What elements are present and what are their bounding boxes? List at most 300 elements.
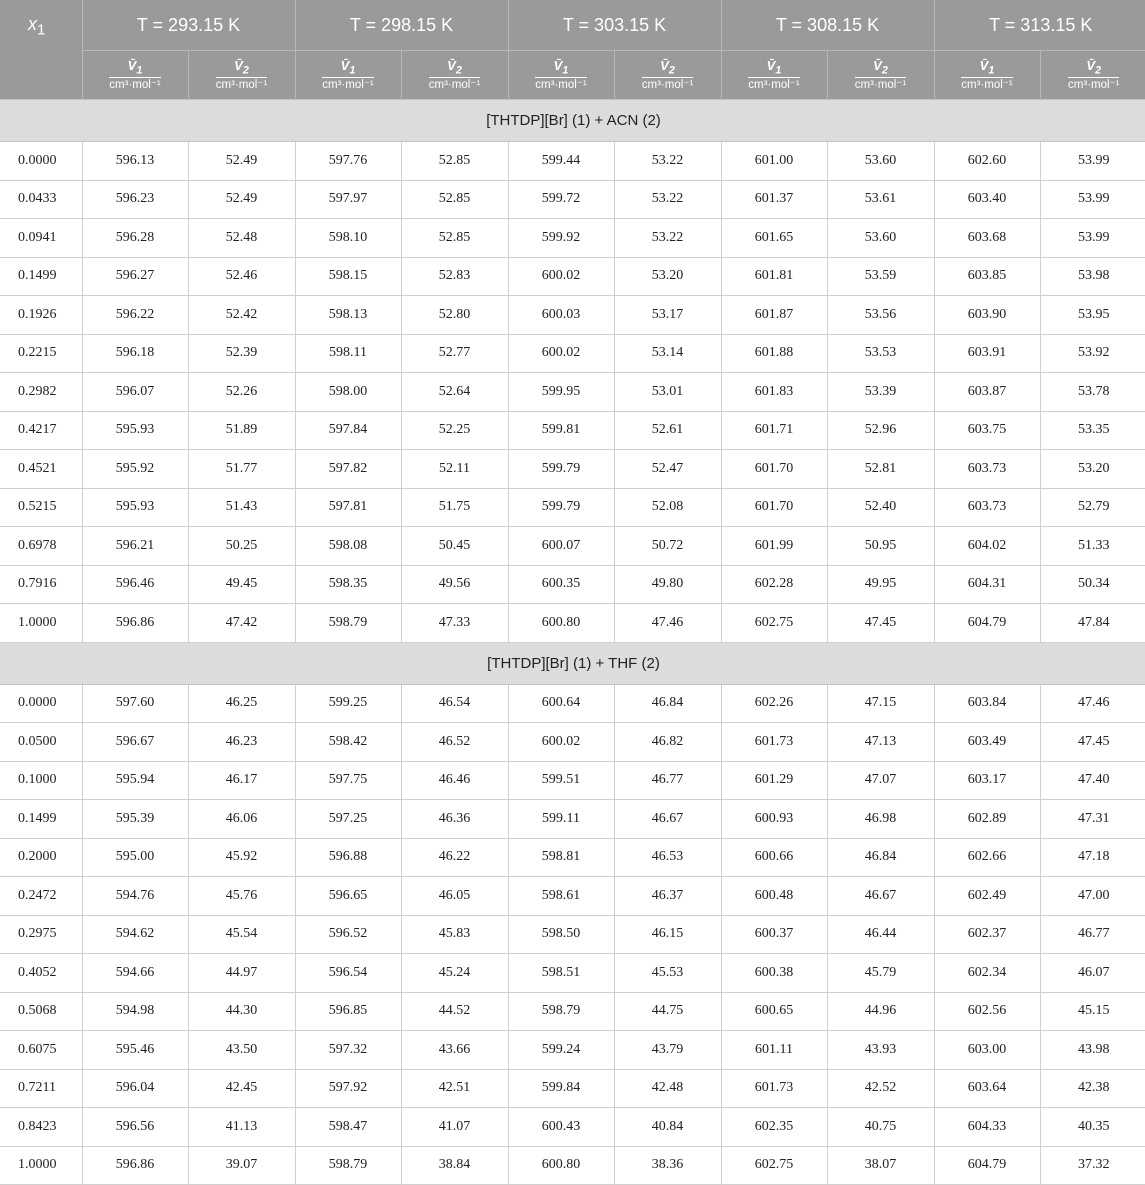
value-cell: 603.84	[934, 684, 1040, 723]
fraction-denominator: cm³·mol⁻¹	[109, 78, 161, 91]
value-cell: 53.99	[1040, 219, 1145, 258]
table-row	[0, 411, 1145, 450]
value-cell: 599.81	[508, 411, 614, 450]
value-cell: 602.28	[721, 565, 827, 604]
value-cell: 597.76	[295, 142, 401, 181]
value-cell: 39.07	[188, 1146, 295, 1185]
value-cell: 602.75	[721, 604, 827, 643]
value-cell: 599.51	[508, 761, 614, 800]
value-cell: 53.92	[1040, 334, 1145, 373]
value-cell: 603.17	[934, 761, 1040, 800]
value-cell: 598.47	[295, 1108, 401, 1147]
fraction-denominator: cm³·mol⁻¹	[535, 78, 587, 91]
value-cell: 40.75	[827, 1108, 934, 1147]
value-cell: 596.52	[295, 915, 401, 954]
value-cell: 52.80	[401, 296, 508, 335]
value-cell: 49.56	[401, 565, 508, 604]
value-cell: 595.39	[82, 800, 188, 839]
value-cell: 40.35	[1040, 1108, 1145, 1147]
fraction-denominator: cm³·mol⁻¹	[428, 78, 481, 91]
value-cell: 595.92	[82, 450, 188, 489]
value-cell: 47.40	[1040, 761, 1145, 800]
value-cell: 42.38	[1040, 1069, 1145, 1108]
value-cell: 601.71	[721, 411, 827, 450]
table-row	[0, 142, 1145, 181]
fraction-denominator: cm³·mol⁻¹	[322, 78, 374, 91]
value-cell: 603.91	[934, 334, 1040, 373]
value-cell: 602.35	[721, 1108, 827, 1147]
mole-fraction-cell: 0.0000	[0, 142, 82, 181]
value-cell: 602.89	[934, 800, 1040, 839]
table-row	[0, 373, 1145, 412]
mole-fraction-cell: 0.0433	[0, 180, 82, 219]
value-cell: 602.49	[934, 877, 1040, 916]
v1-unit-header	[721, 51, 827, 100]
value-cell: 596.18	[82, 334, 188, 373]
value-cell: 46.37	[614, 877, 721, 916]
value-cell: 597.32	[295, 1031, 401, 1070]
value-cell: 595.94	[82, 761, 188, 800]
unit-fraction	[961, 59, 1012, 92]
value-cell: 602.34	[934, 954, 1040, 993]
v2-unit-header	[401, 51, 508, 100]
value-cell: 53.98	[1040, 257, 1145, 296]
value-cell: 602.56	[934, 992, 1040, 1031]
value-cell: 598.13	[295, 296, 401, 335]
value-cell: 598.15	[295, 257, 401, 296]
header-row-units	[0, 51, 1145, 100]
value-cell: 51.89	[188, 411, 295, 450]
value-cell: 597.92	[295, 1069, 401, 1108]
value-cell: 52.48	[188, 219, 295, 258]
fraction-denominator: cm³·mol⁻¹	[961, 78, 1013, 91]
value-cell: 46.53	[614, 838, 721, 877]
table-row	[0, 334, 1145, 373]
fraction-numerator: $V̄_1$	[109, 59, 160, 78]
value-cell: 44.52	[401, 992, 508, 1031]
value-cell: 46.84	[614, 684, 721, 723]
value-cell: 51.77	[188, 450, 295, 489]
value-cell: 52.26	[188, 373, 295, 412]
value-cell: 47.15	[827, 684, 934, 723]
value-cell: 599.95	[508, 373, 614, 412]
value-cell: 596.67	[82, 723, 188, 762]
value-cell: 599.79	[508, 488, 614, 527]
value-cell: 600.02	[508, 334, 614, 373]
value-cell: 50.45	[401, 527, 508, 566]
value-cell: 47.31	[1040, 800, 1145, 839]
value-cell: 50.72	[614, 527, 721, 566]
value-cell: 42.52	[827, 1069, 934, 1108]
value-cell: 603.75	[934, 411, 1040, 450]
unit-fraction	[748, 59, 799, 92]
fraction-numerator: $V̄_2$	[429, 59, 480, 78]
mole-fraction-cell: 0.7211	[0, 1069, 82, 1108]
value-cell: 601.29	[721, 761, 827, 800]
v1-unit-header	[934, 51, 1040, 100]
value-cell: 600.38	[721, 954, 827, 993]
value-cell: 51.43	[188, 488, 295, 527]
v2-unit-header	[614, 51, 721, 100]
value-cell: 50.25	[188, 527, 295, 566]
unit-fraction	[855, 59, 906, 92]
value-cell: 45.54	[188, 915, 295, 954]
v2-unit-header	[1040, 51, 1145, 100]
mole-fraction-cell: 0.6075	[0, 1031, 82, 1070]
value-cell: 602.75	[721, 1146, 827, 1185]
v2-unit-header	[827, 51, 934, 100]
value-cell: 603.49	[934, 723, 1040, 762]
temperature-header: T = 313.15 K	[934, 0, 1145, 51]
table-row	[0, 257, 1145, 296]
section-title: [THTDP][Br] (1) + ACN (2)	[0, 100, 1145, 142]
mole-fraction-cell: 0.5068	[0, 992, 82, 1031]
value-cell: 46.25	[188, 684, 295, 723]
fraction-numerator: $V̄_2$	[642, 59, 693, 78]
value-cell: 598.00	[295, 373, 401, 412]
value-cell: 45.53	[614, 954, 721, 993]
mole-fraction-cell: 0.4052	[0, 954, 82, 993]
header-row-temperatures	[0, 0, 1145, 51]
fraction-numerator: $V̄_2$	[216, 59, 267, 78]
value-cell: 598.42	[295, 723, 401, 762]
value-cell: 53.17	[614, 296, 721, 335]
value-cell: 602.26	[721, 684, 827, 723]
value-cell: 43.66	[401, 1031, 508, 1070]
value-cell: 49.45	[188, 565, 295, 604]
value-cell: 596.04	[82, 1069, 188, 1108]
value-cell: 601.73	[721, 1069, 827, 1108]
temperature-header: T = 293.15 K	[82, 0, 295, 51]
value-cell: 598.79	[508, 992, 614, 1031]
value-cell: 52.96	[827, 411, 934, 450]
value-cell: 595.93	[82, 411, 188, 450]
value-cell: 47.33	[401, 604, 508, 643]
value-cell: 604.02	[934, 527, 1040, 566]
value-cell: 53.60	[827, 142, 934, 181]
mole-fraction-cell: 0.1499	[0, 800, 82, 839]
value-cell: 596.86	[82, 604, 188, 643]
mole-fraction-cell: 0.2000	[0, 838, 82, 877]
section-title: [THTDP][Br] (1) + THF (2)	[0, 642, 1145, 684]
value-cell: 52.46	[188, 257, 295, 296]
value-cell: 600.35	[508, 565, 614, 604]
value-cell: 53.01	[614, 373, 721, 412]
value-cell: 38.36	[614, 1146, 721, 1185]
value-cell: 596.54	[295, 954, 401, 993]
value-cell: 42.48	[614, 1069, 721, 1108]
fraction-numerator: $V̄_1$	[535, 59, 586, 78]
value-cell: 600.80	[508, 1146, 614, 1185]
value-cell: 47.46	[1040, 684, 1145, 723]
value-cell: 53.35	[1040, 411, 1145, 450]
value-cell: 43.98	[1040, 1031, 1145, 1070]
value-cell: 601.99	[721, 527, 827, 566]
value-cell: 47.42	[188, 604, 295, 643]
fraction-denominator: cm³·mol⁻¹	[854, 78, 907, 91]
value-cell: 600.65	[721, 992, 827, 1031]
temperature-header: T = 298.15 K	[295, 0, 508, 51]
value-cell: 596.21	[82, 527, 188, 566]
table-row	[0, 488, 1145, 527]
value-cell: 43.79	[614, 1031, 721, 1070]
value-cell: 603.73	[934, 450, 1040, 489]
value-cell: 45.76	[188, 877, 295, 916]
value-cell: 41.07	[401, 1108, 508, 1147]
value-cell: 598.81	[508, 838, 614, 877]
value-cell: 53.59	[827, 257, 934, 296]
value-cell: 52.64	[401, 373, 508, 412]
value-cell: 53.78	[1040, 373, 1145, 412]
value-cell: 602.60	[934, 142, 1040, 181]
value-cell: 46.54	[401, 684, 508, 723]
value-cell: 597.81	[295, 488, 401, 527]
value-cell: 594.66	[82, 954, 188, 993]
value-cell: 46.84	[827, 838, 934, 877]
value-cell: 598.11	[295, 334, 401, 373]
value-cell: 603.40	[934, 180, 1040, 219]
value-cell: 47.13	[827, 723, 934, 762]
unit-fraction	[642, 59, 693, 92]
value-cell: 599.44	[508, 142, 614, 181]
value-cell: 51.33	[1040, 527, 1145, 566]
table-row	[0, 296, 1145, 335]
value-cell: 603.00	[934, 1031, 1040, 1070]
value-cell: 53.22	[614, 180, 721, 219]
value-cell: 46.77	[1040, 915, 1145, 954]
value-cell: 596.86	[82, 1146, 188, 1185]
value-cell: 597.75	[295, 761, 401, 800]
value-cell: 44.75	[614, 992, 721, 1031]
value-cell: 46.15	[614, 915, 721, 954]
fraction-numerator: $V̄_1$	[322, 59, 373, 78]
value-cell: 45.83	[401, 915, 508, 954]
value-cell: 47.45	[827, 604, 934, 643]
value-cell: 600.48	[721, 877, 827, 916]
table-row	[0, 604, 1145, 643]
table-row	[0, 838, 1145, 877]
value-cell: 596.07	[82, 373, 188, 412]
value-cell: 53.99	[1040, 142, 1145, 181]
value-cell: 600.80	[508, 604, 614, 643]
x1-column-header: $x_1$	[0, 0, 82, 100]
value-cell: 601.88	[721, 334, 827, 373]
value-cell: 594.76	[82, 877, 188, 916]
value-cell: 45.92	[188, 838, 295, 877]
mole-fraction-cell: 0.1499	[0, 257, 82, 296]
value-cell: 600.37	[721, 915, 827, 954]
value-cell: 603.64	[934, 1069, 1040, 1108]
value-cell: 44.97	[188, 954, 295, 993]
value-cell: 52.47	[614, 450, 721, 489]
value-cell: 52.85	[401, 180, 508, 219]
table-row	[0, 1069, 1145, 1108]
unit-fraction	[109, 59, 160, 92]
value-cell: 53.99	[1040, 180, 1145, 219]
value-cell: 52.40	[827, 488, 934, 527]
v2-unit-header	[188, 51, 295, 100]
value-cell: 47.00	[1040, 877, 1145, 916]
value-cell: 596.28	[82, 219, 188, 258]
value-cell: 53.14	[614, 334, 721, 373]
value-cell: 53.20	[1040, 450, 1145, 489]
value-cell: 600.93	[721, 800, 827, 839]
value-cell: 602.66	[934, 838, 1040, 877]
value-cell: 601.37	[721, 180, 827, 219]
value-cell: 49.80	[614, 565, 721, 604]
value-cell: 597.60	[82, 684, 188, 723]
value-cell: 52.42	[188, 296, 295, 335]
value-cell: 596.46	[82, 565, 188, 604]
value-cell: 603.90	[934, 296, 1040, 335]
value-cell: 600.07	[508, 527, 614, 566]
table-row	[0, 761, 1145, 800]
value-cell: 596.56	[82, 1108, 188, 1147]
value-cell: 45.79	[827, 954, 934, 993]
v1-unit-header	[508, 51, 614, 100]
value-cell: 598.61	[508, 877, 614, 916]
mole-fraction-cell: 0.4521	[0, 450, 82, 489]
mole-fraction-cell: 0.5215	[0, 488, 82, 527]
value-cell: 596.22	[82, 296, 188, 335]
table-row	[0, 565, 1145, 604]
value-cell: 52.25	[401, 411, 508, 450]
mole-fraction-cell: 0.1926	[0, 296, 82, 335]
value-cell: 46.46	[401, 761, 508, 800]
value-cell: 51.75	[401, 488, 508, 527]
value-cell: 44.30	[188, 992, 295, 1031]
value-cell: 46.17	[188, 761, 295, 800]
mole-fraction-cell: 0.1000	[0, 761, 82, 800]
value-cell: 599.11	[508, 800, 614, 839]
value-cell: 47.46	[614, 604, 721, 643]
value-cell: 600.64	[508, 684, 614, 723]
section-header-row	[0, 100, 1145, 142]
table-row	[0, 992, 1145, 1031]
value-cell: 596.23	[82, 180, 188, 219]
value-cell: 38.84	[401, 1146, 508, 1185]
value-cell: 595.00	[82, 838, 188, 877]
value-cell: 52.85	[401, 142, 508, 181]
mole-fraction-cell: 0.4217	[0, 411, 82, 450]
v1-unit-header	[295, 51, 401, 100]
value-cell: 46.67	[827, 877, 934, 916]
value-cell: 46.23	[188, 723, 295, 762]
value-cell: 44.96	[827, 992, 934, 1031]
value-cell: 52.11	[401, 450, 508, 489]
table-row	[0, 1108, 1145, 1147]
fraction-numerator: $V̄_2$	[1068, 59, 1119, 78]
temperature-header: T = 303.15 K	[508, 0, 721, 51]
value-cell: 53.53	[827, 334, 934, 373]
value-cell: 603.85	[934, 257, 1040, 296]
value-cell: 604.31	[934, 565, 1040, 604]
value-cell: 46.82	[614, 723, 721, 762]
unit-fraction	[1068, 59, 1119, 92]
value-cell: 50.34	[1040, 565, 1145, 604]
value-cell: 601.70	[721, 450, 827, 489]
value-cell: 46.44	[827, 915, 934, 954]
fraction-numerator: $V̄_2$	[855, 59, 906, 78]
value-cell: 47.45	[1040, 723, 1145, 762]
value-cell: 599.25	[295, 684, 401, 723]
value-cell: 603.87	[934, 373, 1040, 412]
value-cell: 598.51	[508, 954, 614, 993]
value-cell: 601.65	[721, 219, 827, 258]
mole-fraction-cell: 0.2215	[0, 334, 82, 373]
table-row	[0, 1031, 1145, 1070]
table-row	[0, 527, 1145, 566]
value-cell: 52.39	[188, 334, 295, 373]
value-cell: 43.93	[827, 1031, 934, 1070]
value-cell: 595.46	[82, 1031, 188, 1070]
value-cell: 53.20	[614, 257, 721, 296]
value-cell: 604.79	[934, 1146, 1040, 1185]
mole-fraction-cell: 0.2472	[0, 877, 82, 916]
value-cell: 601.73	[721, 723, 827, 762]
value-cell: 596.13	[82, 142, 188, 181]
value-cell: 600.03	[508, 296, 614, 335]
fraction-denominator: cm³·mol⁻¹	[641, 78, 694, 91]
value-cell: 594.98	[82, 992, 188, 1031]
value-cell: 600.02	[508, 257, 614, 296]
value-cell: 601.11	[721, 1031, 827, 1070]
value-cell: 600.43	[508, 1108, 614, 1147]
value-cell: 47.84	[1040, 604, 1145, 643]
table-row	[0, 915, 1145, 954]
value-cell: 602.37	[934, 915, 1040, 954]
mole-fraction-cell: 0.8423	[0, 1108, 82, 1147]
table-row	[0, 800, 1145, 839]
value-cell: 43.50	[188, 1031, 295, 1070]
fraction-numerator: $V̄_1$	[961, 59, 1012, 78]
value-cell: 46.07	[1040, 954, 1145, 993]
table-row	[0, 684, 1145, 723]
mole-fraction-cell: 0.2982	[0, 373, 82, 412]
value-cell: 42.45	[188, 1069, 295, 1108]
value-cell: 45.24	[401, 954, 508, 993]
value-cell: 52.08	[614, 488, 721, 527]
value-cell: 604.33	[934, 1108, 1040, 1147]
value-cell: 599.24	[508, 1031, 614, 1070]
table-row	[0, 450, 1145, 489]
value-cell: 600.02	[508, 723, 614, 762]
value-cell: 49.95	[827, 565, 934, 604]
value-cell: 597.97	[295, 180, 401, 219]
table-row	[0, 180, 1145, 219]
fraction-denominator: cm³·mol⁻¹	[1068, 78, 1120, 91]
value-cell: 600.66	[721, 838, 827, 877]
value-cell: 46.67	[614, 800, 721, 839]
value-cell: 598.79	[295, 1146, 401, 1185]
fraction-denominator: cm³·mol⁻¹	[748, 78, 800, 91]
value-cell: 53.60	[827, 219, 934, 258]
value-cell: 603.73	[934, 488, 1040, 527]
unit-fraction	[216, 59, 267, 92]
value-cell: 53.61	[827, 180, 934, 219]
value-cell: 53.56	[827, 296, 934, 335]
value-cell: 50.95	[827, 527, 934, 566]
mole-fraction-cell: 0.0000	[0, 684, 82, 723]
value-cell: 599.84	[508, 1069, 614, 1108]
table-body	[0, 100, 1145, 1185]
value-cell: 595.93	[82, 488, 188, 527]
value-cell: 37.32	[1040, 1146, 1145, 1185]
value-cell: 46.52	[401, 723, 508, 762]
table-row	[0, 877, 1145, 916]
value-cell: 52.49	[188, 142, 295, 181]
mole-fraction-cell: 0.0941	[0, 219, 82, 258]
